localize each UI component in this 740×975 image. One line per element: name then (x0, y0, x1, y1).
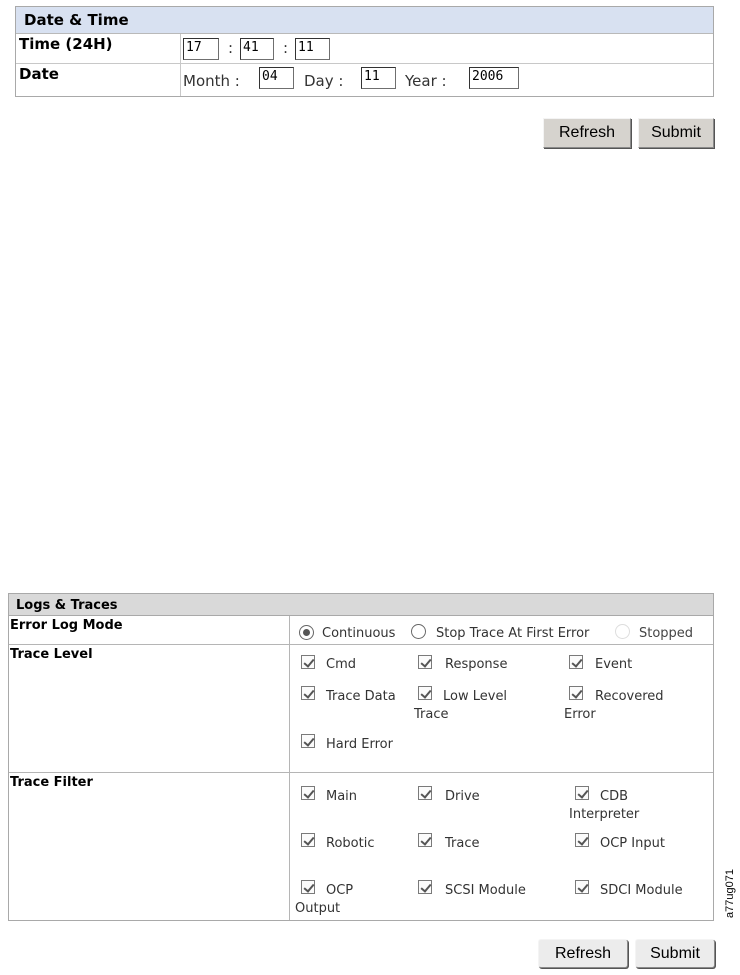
trace-label: Trace (445, 836, 480, 851)
minute-input[interactable]: 41 (240, 38, 274, 60)
continuous-label: Continuous (322, 626, 396, 641)
cmd-label: Cmd (326, 657, 356, 672)
day-label: Day : (304, 72, 344, 90)
stop-trace-label: Stop Trace At First Error (436, 626, 590, 641)
date-time-panel (15, 6, 714, 97)
robotic-label: Robotic (326, 836, 375, 851)
day-input[interactable]: 11 (361, 67, 396, 89)
trace-level-label: Trace Level (9, 645, 290, 772)
trace-filter-label: Trace Filter (9, 773, 290, 920)
month-input[interactable]: 04 (259, 67, 294, 89)
stopped-label: Stopped (639, 626, 694, 641)
year-label: Year : (405, 72, 447, 90)
logs-refresh-button[interactable]: Refresh (538, 939, 628, 968)
time-separator: : (283, 39, 289, 57)
time-row (16, 34, 713, 64)
error-log-mode-label: Error Log Mode (9, 616, 290, 644)
cmd-checkbox[interactable] (301, 655, 315, 669)
drive-checkbox[interactable] (418, 786, 432, 800)
drive-label: Drive (445, 789, 480, 804)
trace-data-label: Trace Data (326, 689, 396, 704)
time-label: Time (24H) (16, 34, 181, 63)
recovered-error-label: Recovered Error (564, 689, 664, 722)
hour-input[interactable]: 17 (183, 38, 219, 60)
robotic-checkbox[interactable] (301, 833, 315, 847)
ocp-input-checkbox[interactable] (575, 833, 589, 847)
logs-traces-header: Logs & Traces (9, 594, 713, 616)
cdb-interpreter-label: CDB Interpreter (569, 789, 640, 822)
event-label: Event (595, 657, 633, 672)
response-label: Response (445, 657, 508, 672)
ocp-output-label: OCP Output (295, 883, 354, 916)
time-separator: : (228, 39, 234, 57)
datetime-submit-button[interactable]: Submit (638, 118, 714, 148)
date-row (16, 64, 713, 96)
scsi-module-checkbox[interactable] (418, 880, 432, 894)
trace-checkbox[interactable] (418, 833, 432, 847)
sdci-module-checkbox[interactable] (575, 880, 589, 894)
sdci-module-label: SDCI Module (600, 883, 683, 898)
datetime-refresh-button[interactable]: Refresh (543, 118, 631, 148)
trace-data-checkbox[interactable] (301, 686, 315, 700)
low-level-trace-label: Low Level Trace (414, 689, 508, 722)
stop-trace-radio[interactable] (411, 624, 426, 639)
year-input[interactable]: 2006 (469, 67, 519, 89)
date-label: Date (16, 64, 181, 96)
main-label: Main (326, 789, 358, 804)
logs-submit-button[interactable]: Submit (635, 939, 715, 968)
trace-level-row (9, 645, 713, 773)
scsi-module-label: SCSI Module (445, 883, 526, 898)
response-checkbox[interactable] (418, 655, 432, 669)
logs-traces-panel (8, 593, 714, 921)
event-checkbox[interactable] (569, 655, 583, 669)
stopped-radio[interactable] (615, 624, 630, 639)
trace-filter-row (9, 773, 713, 920)
figure-id: a77ug071 (724, 869, 736, 918)
ocp-input-label: OCP Input (600, 836, 665, 851)
hard-error-label: Hard Error (326, 737, 393, 752)
main-checkbox[interactable] (301, 786, 315, 800)
error-log-mode-row (9, 616, 713, 645)
date-time-header: Date & Time (16, 7, 713, 34)
second-input[interactable]: 11 (295, 38, 330, 60)
hard-error-checkbox[interactable] (301, 734, 315, 748)
continuous-radio[interactable] (299, 625, 314, 640)
month-label: Month : (183, 72, 240, 90)
